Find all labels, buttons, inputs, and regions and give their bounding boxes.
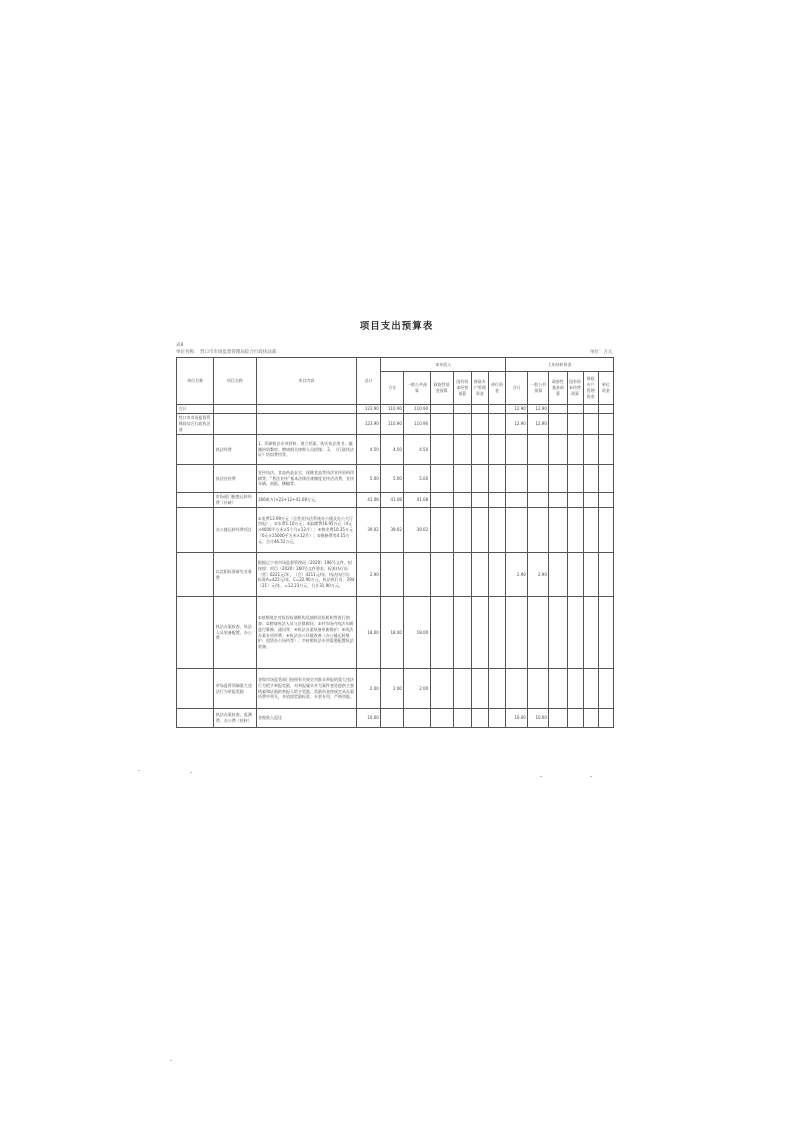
cell-carry-sum (506, 508, 528, 553)
header-prior-carryover: 上年结转资金 (506, 358, 614, 372)
cell-carry-general: 10.00 (528, 709, 549, 728)
cell-content: 非税收入返还 (256, 709, 357, 728)
cell-general: 39.02 (404, 508, 430, 553)
cell-carry-sum: 12.90 (506, 414, 528, 435)
cell-content: ①电费13.99万元（含营业执法系统办公楼及办公大厅用电）；②水费1.10万元；③取暖费16.95万元（4元×4000平方米×5个月×12月）；④物业费10.35万元（6元×15000平方米×12月）；⑤维修费等4.15万元；合计46.52万元。 (256, 508, 357, 553)
table-row (177, 493, 614, 508)
header-carry-total: 合计 (506, 372, 528, 405)
table-row (177, 435, 614, 465)
scan-speck (138, 770, 140, 771)
cell-general: 2.00 (404, 669, 430, 709)
cell-content: ①按照规定对检验检测机构及抽样送检机构等进行抽查；②聘请执法人员与法律顾问；③对市场内执法车辆进行维修、通讯等；④执法办案装备更新维护；⑤执法办案专项经费；⑥执法办公环境改善（办公楼运转维护、租赁办公场所等）；⑦按照执法专项需要配置执法装备。 (256, 597, 357, 669)
table-row (177, 465, 614, 493)
cell-total: 18.00 (357, 597, 381, 669)
cell-carry-sum: 2.90 (506, 553, 528, 597)
cell-total: 41.08 (357, 493, 381, 508)
budget-table (176, 357, 614, 728)
cell-project: 办公楼运转经费项目 (214, 508, 256, 553)
cell-sum: 5.00 (381, 465, 404, 493)
cell-total: 4.50 (357, 435, 381, 465)
cell-project: 市场部门配套运转经费（补缺） (214, 493, 256, 508)
cell-carry-general (528, 493, 549, 508)
cell-carry-general (528, 597, 549, 669)
page-title: 项目支出预算表 (359, 321, 434, 332)
cell-general (404, 709, 430, 728)
table-row (177, 553, 614, 597)
cell-total: 39.02 (357, 508, 381, 553)
cell-project (214, 405, 256, 414)
header-sub-total: 合计 (381, 372, 404, 405)
header-carry-gov-fund: 政府性基金预算 (549, 372, 567, 405)
cell-total: 2.90 (357, 553, 381, 597)
header-unit-name: 单位名称 (177, 358, 214, 405)
cell-carry-sum (506, 465, 528, 493)
cell-sum: 4.50 (381, 435, 404, 465)
cell-content: 1664(万)×22+12+41.08万元。 (256, 493, 357, 508)
cell-carry-general (528, 508, 549, 553)
scan-speck (190, 772, 192, 773)
cell-general: 18.00 (404, 597, 430, 669)
cell-general: 41.08 (404, 493, 430, 508)
cell-content: 1、印刷执法专项材料、建立档案、购买执法用书、编制培训教材、聘请相关律师人员授课； 2、《行政执法证》培训费用等。 (256, 435, 357, 465)
header-other-funds: 单位资金 (488, 372, 505, 405)
cell-content: 各级市场监管部门按照有关规定对群众举报的重大违法行为给予举报奖励，对举报属实并为案件查处提供主要线索和证据的举报人给予奖励，奖励资金按规定从办案经费中列支，并依照奖励标准，专款专用，严格审批。 (256, 669, 357, 709)
header-carry-general: 一般公共预算 (528, 372, 549, 405)
cell-total: 10.00 (357, 709, 381, 728)
cell-project: 执法经费 (214, 435, 256, 465)
header-carry-fiscal-special: 财政专户管理资金 (583, 372, 598, 405)
cell-sum: 110.90 (381, 414, 404, 435)
form-number: 表8 (176, 343, 184, 348)
header-project-name: 项目名称 (214, 358, 256, 405)
cell-carry-general: 2.90 (528, 553, 549, 597)
table-row (177, 508, 614, 553)
cell-sum (381, 553, 404, 597)
cell-general (404, 553, 430, 597)
scan-speck (170, 1060, 172, 1061)
cell-carry-general (528, 435, 549, 465)
header-gov-fund: 政府性基金预算 (430, 372, 453, 405)
cell-sum: 39.02 (381, 508, 404, 553)
cell-general: 110.90 (404, 414, 430, 435)
cell-sum: 110.90 (381, 405, 404, 414)
header-current-income: 本年收入 (381, 358, 506, 372)
cell-carry-general (528, 465, 549, 493)
cell-project: 执法办案检查、监测费、办公费（结转） (214, 709, 256, 728)
cell-total: 5.00 (357, 465, 381, 493)
scan-speck (590, 776, 592, 777)
cell-project: 执法办案检查、执法人员装备配置、办公费 (214, 597, 256, 669)
cell-project: 市场监管领域重大违法行为举报奖励 (214, 669, 256, 709)
header-project-content: 项目内容 (256, 358, 357, 405)
header-carry-unit: 单位资金 (598, 372, 613, 405)
scan-speck (540, 776, 542, 777)
cell-general: 5.00 (404, 465, 430, 493)
header-fiscal-special: 财政专户管理资金 (471, 372, 488, 405)
cell-carry-sum (506, 493, 528, 508)
cell-unit: 营口市市场监督管理局综合行政执法部 (177, 414, 214, 435)
header-general-budget: 一般公共预算 (404, 372, 430, 405)
cell-total: 123.90 (357, 414, 381, 435)
cell-project: 执法宣传费 (214, 465, 256, 493)
cell-content (256, 414, 357, 435)
header-carry-state-capital: 国有资本经营预算 (567, 372, 583, 405)
unit-name-line: 单位名称： 营口市市场监督管理局综合行政执法部 (176, 350, 277, 355)
cell-sum: 41.08 (381, 493, 404, 508)
cell-content: 宣传执法、食品药品安全、保健食品等执法宣传资料印刷等，“普法宣传”基本法律法规制度宣传活动费，宣传车辆、展板、横幅等。 (256, 465, 357, 493)
cell-unit: 合计 (177, 405, 214, 414)
header-state-capital: 国有资本经营预算 (453, 372, 471, 405)
cell-carry-sum (506, 597, 528, 669)
cell-carry-sum: 10.00 (506, 709, 528, 728)
table-row (177, 405, 614, 414)
cell-carry-general (528, 669, 549, 709)
cell-carry-general: 12.90 (528, 405, 549, 414)
cell-project (214, 414, 256, 435)
cell-general: 110.90 (404, 405, 430, 414)
cell-sum: 2.00 (381, 669, 404, 709)
table-row (177, 597, 614, 669)
cell-sum (381, 709, 404, 728)
cell-content: 根据辽宁省市场监督管理局（2020）196号文件，拟按照：项目（2020）260号文件要求，标准执行局（营）6221元/年，（合）4211元/年，执法执行员：标准A=422元/年，C=22.90万元，执法执行员：294（21）元/年，=12.23万元，合计31.90万元。 (256, 553, 357, 597)
cell-total: 123.90 (357, 405, 381, 414)
table-row (177, 669, 614, 709)
cell-total: 2.00 (357, 669, 381, 709)
cell-carry-sum: 12.90 (506, 405, 528, 414)
cell-sum: 18.00 (381, 597, 404, 669)
cell-content (256, 405, 357, 414)
cell-carry-sum (506, 435, 528, 465)
cell-carry-sum (506, 669, 528, 709)
cell-carry-general: 12.90 (528, 414, 549, 435)
cell-project: 以沈阳标准研究业务费 (214, 553, 256, 597)
table-row (177, 709, 614, 728)
amount-unit: 单位：万元 (590, 350, 613, 355)
header-total: 总计 (357, 358, 381, 405)
table-row (177, 414, 614, 435)
cell-general: 4.50 (404, 435, 430, 465)
